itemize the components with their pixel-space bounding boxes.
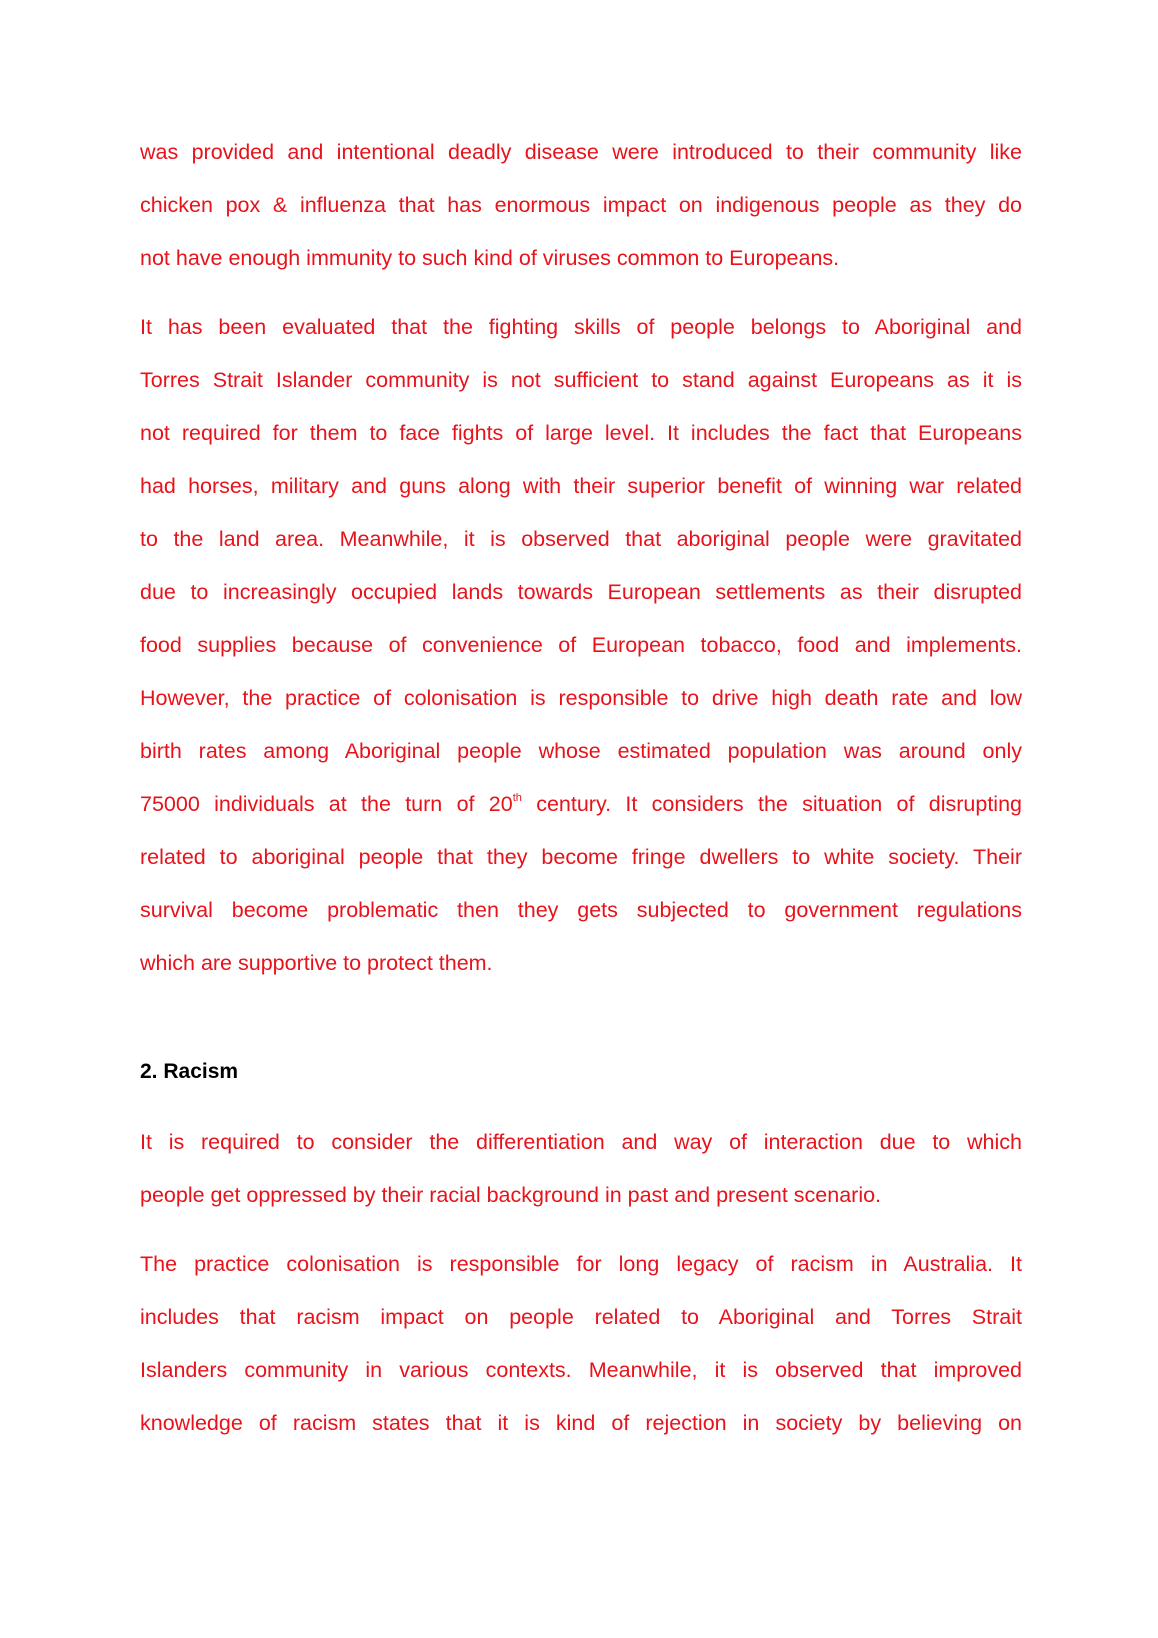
text-span: 75000 individuals at the turn of 20 [140,792,513,816]
text-line: had horses, military and guns along with their superior benefit of winning war related [140,474,1022,498]
text-line: chicken pox & influenza that has enormous impact on indigenous people as they do [140,193,1022,217]
text-line: The practice colonisation is responsible for long legacy of racism in Australia. It [140,1252,1022,1276]
text-line: due to increasingly occupied lands towards European settlements as their disrupted [140,580,1022,604]
paragraph [140,310,1022,999]
text-line: not required for them to face fights of large level. It includes the fact that Europeans [140,421,1022,445]
text-line: Torres Strait Islander community is not sufficient to stand against Europeans as it is [140,368,1022,392]
text-line: survival become problematic then they gets subjected to government regulations [140,898,1022,922]
text-line: It is required to consider the differentiation and way of interaction due to which [140,1130,1022,1154]
text-line: which are supportive to protect them. [140,951,493,975]
text-line: It has been evaluated that the fighting skills of people belongs to Aboriginal and [140,315,1022,339]
text-line: was provided and intentional deadly disease were introduced to their community like [140,140,1022,164]
section-heading: 2. Racism [140,1060,239,1083]
text-line: includes that racism impact on people related to Aboriginal and Torres Strait [140,1305,1022,1329]
text-line: knowledge of racism states that it is kind of rejection in society by believing on [140,1411,1022,1435]
document-page [140,135,1022,1475]
text-span: century. It considers the situation of disrupting [521,792,1022,816]
text-line: to the land area. Meanwhile, it is observed that aboriginal people were gravitated [140,527,1022,551]
section-colonisation [140,135,1022,999]
text-line: not have enough immunity to such kind of viruses common to Europeans. [140,246,840,270]
text-line: birth rates among Aboriginal people whose estimated population was around only [140,739,1022,763]
paragraph [140,1125,1022,1231]
text-line: people get oppressed by their racial background in past and present scenario. [140,1183,882,1207]
paragraph [140,1247,1022,1459]
superscript: th [512,792,522,804]
text-line: food supplies because of convenience of European tobacco, food and implements. [140,633,1022,657]
section-racism [140,1125,1022,1459]
text-line: Islanders community in various contexts. Meanwhile, it is observed that improved [140,1358,1022,1382]
text-line: However, the practice of colonisation is responsible to drive high death rate and low [140,686,1022,710]
paragraph [140,135,1022,294]
text-line [140,787,1022,840]
text-line: related to aboriginal people that they become fringe dwellers to white society. Their [140,845,1022,869]
